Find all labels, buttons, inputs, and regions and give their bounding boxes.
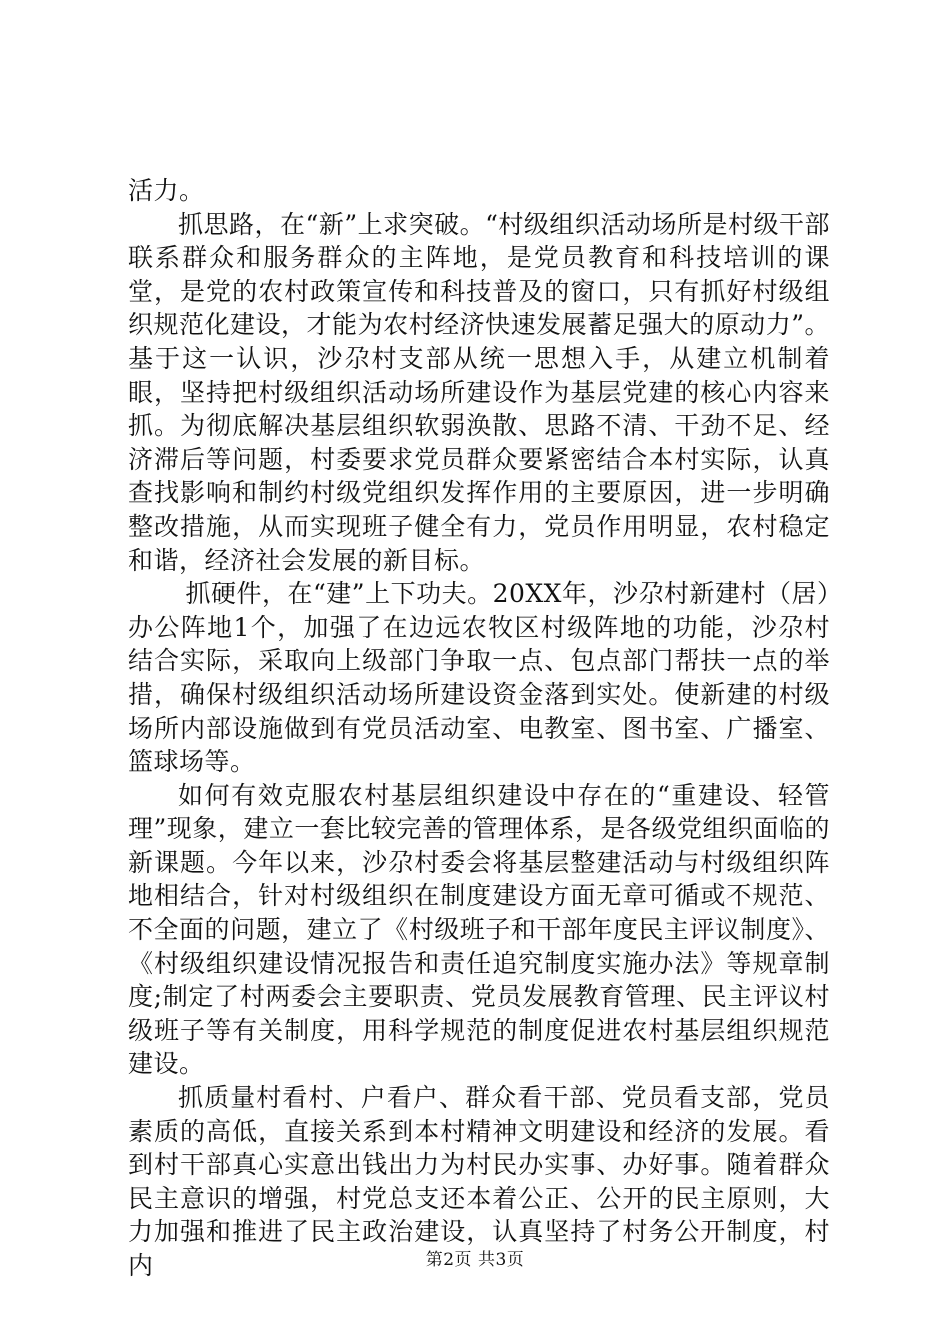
paragraph-management: 如何有效克服农村基层组织建设中存在的“重建设、轻管理”现象，建立一套比较完善的管理体系，是各级党组织面临的新课题。今年以来，沙尕村委会将基层整建活动与村级组织阵地相结合，针对村级组织在制度建设方面无章可循或不规范、不全面的问题，建立了《村级班子和干部年度民主评议制度》、《村级组织建设情况报告和责任追究制度实施办法》等规章制度;制定了村两委会主要职责、党员发展教育管理、民主评议村级班子等有关制度，用科学规范的制度促进农村基层组织规范建设。 <box>128 780 830 1079</box>
paragraph-continuation: 活力。 <box>128 176 205 205</box>
page-number-footer: 第2页 共3页 <box>425 1250 525 1270</box>
document-body <box>128 174 830 1283</box>
paragraph-hardware: 抓硬件，在“建”上下功夫。20XX年，沙尕村新建村（居）办公阵地1个，加强了在边远农牧区村级阵地的功能，沙尕村结合实际，采取向上级部门争取一点、包点部门帮扶一点的举措，确保村级组织活动场所建设资金落到实处。使新建的村级场所内部设施做到有党员活动室、电教室、图书室、广播室、篮球场等。 <box>128 579 830 777</box>
paragraph-ideas: 抓思路，在“新”上求突破。“村级组织活动场所是村级干部联系群众和服务群众的主阵地，是党员教育和科技培训的课堂，是党的农村政策宣传和科技普及的窗口，只有抓好村级组织规范化建设，才能为农村经济快速发展蓄足强大的原动力”。基于这一认识，沙尕村支部从统一思想入手，从建立机制着眼，坚持把村级组织活动场所建设作为基层党建的核心内容来抓。为彻底解决基层组织软弱涣散、思路不清、干劲不足、经济滞后等问题，村委要求党员群众要紧密结合本村实际，认真查找影响和制约村级党组织发挥作用的主要原因，进一步明确整改措施，从而实现班子健全有力，党员作用明显，农村稳定和谐，经济社会发展的新目标。 <box>128 209 830 575</box>
paragraph-quality: 抓质量村看村、户看户、群众看干部、党员看支部，党员素质的高低，直接关系到本村精神文明建设和经济的发展。看到村干部真心实意出钱出力为村民办实事、办好事。随着群众民主意识的增强，村党总支还本着公正、公开的民主原则，大力加强和推进了民主政治建设，认真坚持了村务公开制度，村内 <box>128 1083 830 1280</box>
